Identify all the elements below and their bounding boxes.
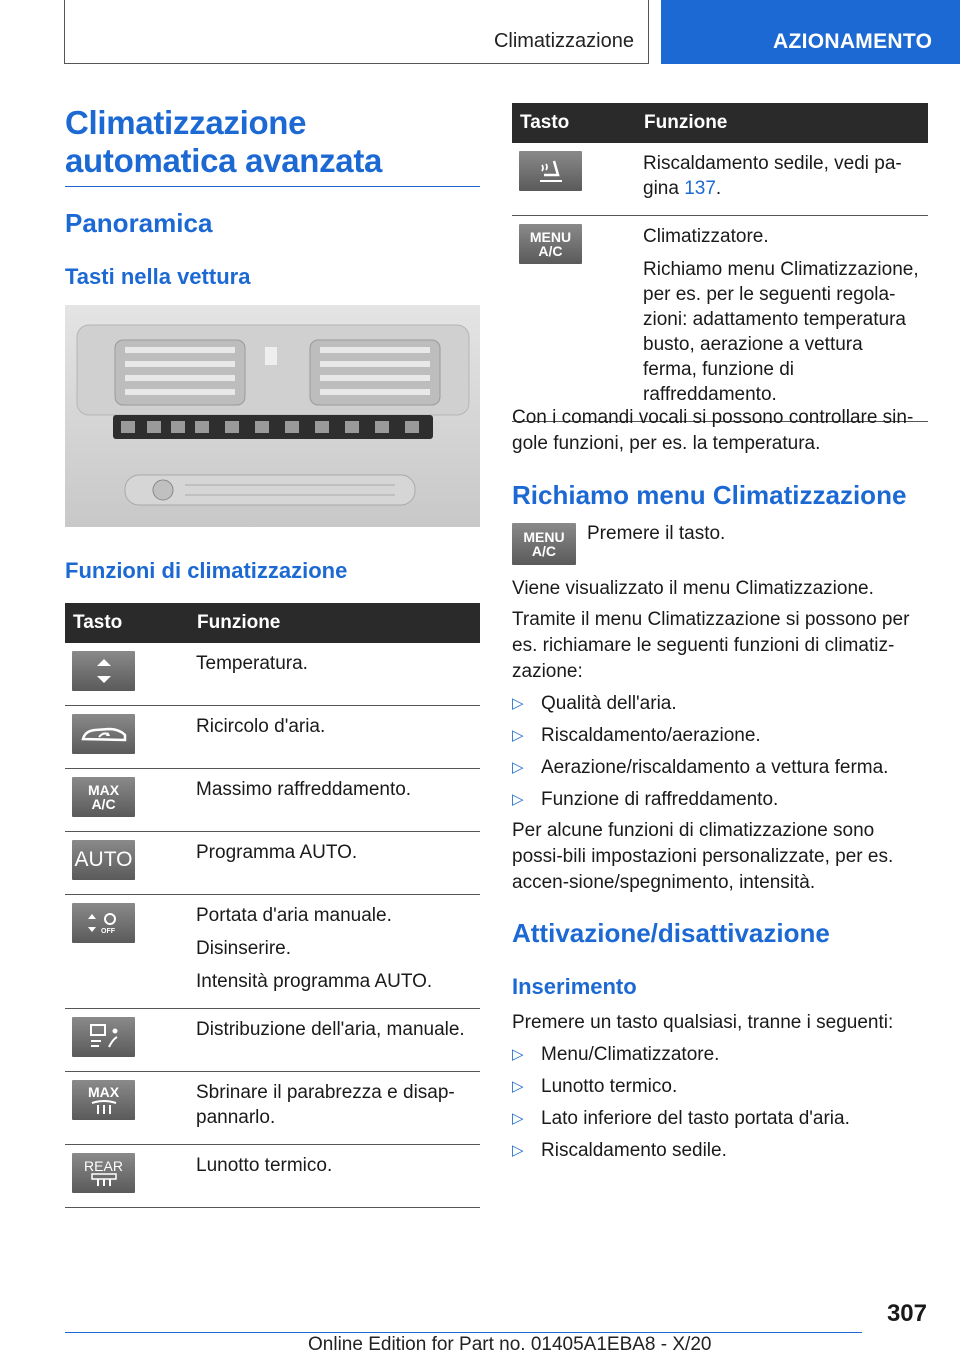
table-row	[65, 895, 480, 1009]
table-row	[65, 832, 480, 895]
footer-divider	[65, 1332, 862, 1333]
function-text: Programma AUTO.	[196, 842, 358, 863]
activation-paragraph: Premere un tasto qualsiasi, tranne i seguenti:	[512, 1012, 894, 1033]
table-row	[65, 706, 480, 769]
auto-icon: AUTO	[72, 840, 135, 880]
header-frame	[64, 0, 649, 64]
dashboard-photo	[65, 305, 480, 527]
temperature-arrows-icon	[72, 651, 135, 691]
function-text: Massimo raffreddamento.	[196, 779, 412, 800]
function-text: Disinserire.	[196, 938, 292, 959]
table-row	[512, 143, 928, 216]
header-chapter-label: AZIONAMENTO	[773, 30, 933, 53]
function-text: Sbrinare il parabrezza e disap-pannarlo.	[196, 1082, 455, 1128]
svg-text:OFF: OFF	[100, 928, 115, 935]
table-row	[512, 216, 928, 422]
col-key-header: Tasto	[512, 103, 636, 143]
seat-heating-icon	[519, 151, 582, 191]
table-row	[65, 1145, 480, 1208]
function-text: Temperatura.	[196, 653, 308, 674]
col-function-header: Funzione	[636, 103, 928, 143]
table-row	[65, 1072, 480, 1145]
menu-paragraph-1: Viene visualizzato il menu Climatizzazione.	[512, 578, 874, 599]
function-text: Climatizzatore.	[643, 226, 769, 247]
heading-activation: Attivazione/disattivazione	[512, 918, 830, 948]
heading-buttons-in-car: Tasti nella vettura	[65, 264, 251, 289]
function-text: Riscaldamento sedile, vedi pa-gina 137.	[643, 153, 902, 199]
voice-control-note: Con i comandi vocali si possono controllare sin-gole funzioni, per es. la temperatura.	[512, 407, 914, 454]
rear-defrost-icon	[72, 1153, 135, 1193]
table-row	[65, 1009, 480, 1072]
heading-climate-functions: Funzioni di climatizzazione	[65, 558, 348, 583]
heading-overview: Panoramica	[65, 208, 213, 238]
function-text: Richiamo menu Climatizzazione, per es. per le seguenti regola-zioni: adattamento temperatura busto, aerazione a vettura ferma, funzione di raffreddamento.	[643, 259, 919, 405]
air-recirculation-icon	[72, 714, 135, 754]
function-text: Distribuzione dell'aria, manuale.	[196, 1019, 465, 1040]
function-text: Ricircolo d'aria.	[196, 716, 326, 737]
col-function-header: Funzione	[189, 603, 480, 643]
function-text: Intensità programma AUTO.	[196, 971, 433, 992]
press-key-text: Premere il tasto.	[587, 523, 726, 544]
table-row	[65, 769, 480, 832]
heading-menu-call: Richiamo menu Climatizzazione	[512, 480, 907, 510]
page-title: Climatizzazione automatica avanzata	[65, 104, 480, 187]
air-flow-off-icon	[72, 903, 135, 943]
climate-functions-table-continued	[512, 103, 928, 422]
footer-edition: Online Edition for Part no. 01405A1EBA8 - X/20	[308, 1334, 712, 1355]
page-reference-link[interactable]: 137	[684, 178, 716, 199]
header-section-title: Climatizzazione	[493, 30, 634, 52]
header-chapter-tab[interactable]	[661, 0, 960, 64]
table-row	[65, 643, 480, 706]
heading-switch-on: Inserimento	[512, 974, 637, 999]
menu-paragraph-3: Per alcune funzioni di climatizzazione sono possi-bili impostazioni personalizzate, per es. accen-sione/spegnimento, intensità.	[512, 820, 894, 893]
max-ac-icon: MAX A/C	[72, 777, 135, 817]
air-distribution-icon	[72, 1017, 135, 1057]
function-text: Portata d'aria manuale.	[196, 905, 392, 926]
menu-paragraph-2: Tramite il menu Climatizzazione si possono per es. richiamare le seguenti funzioni di climatiz-zazione:	[512, 609, 910, 682]
page-number: 307	[886, 1300, 927, 1327]
col-key-header: Tasto	[65, 603, 189, 643]
max-defrost-icon	[72, 1080, 135, 1120]
climate-functions-table	[65, 603, 480, 1208]
function-text: Lunotto termico.	[196, 1155, 333, 1176]
menu-ac-icon: MENU A/C	[512, 523, 576, 565]
key-label: MAX	[87, 1084, 120, 1100]
menu-ac-icon: MENU A/C	[519, 224, 582, 264]
key-label: REAR	[84, 1158, 123, 1174]
